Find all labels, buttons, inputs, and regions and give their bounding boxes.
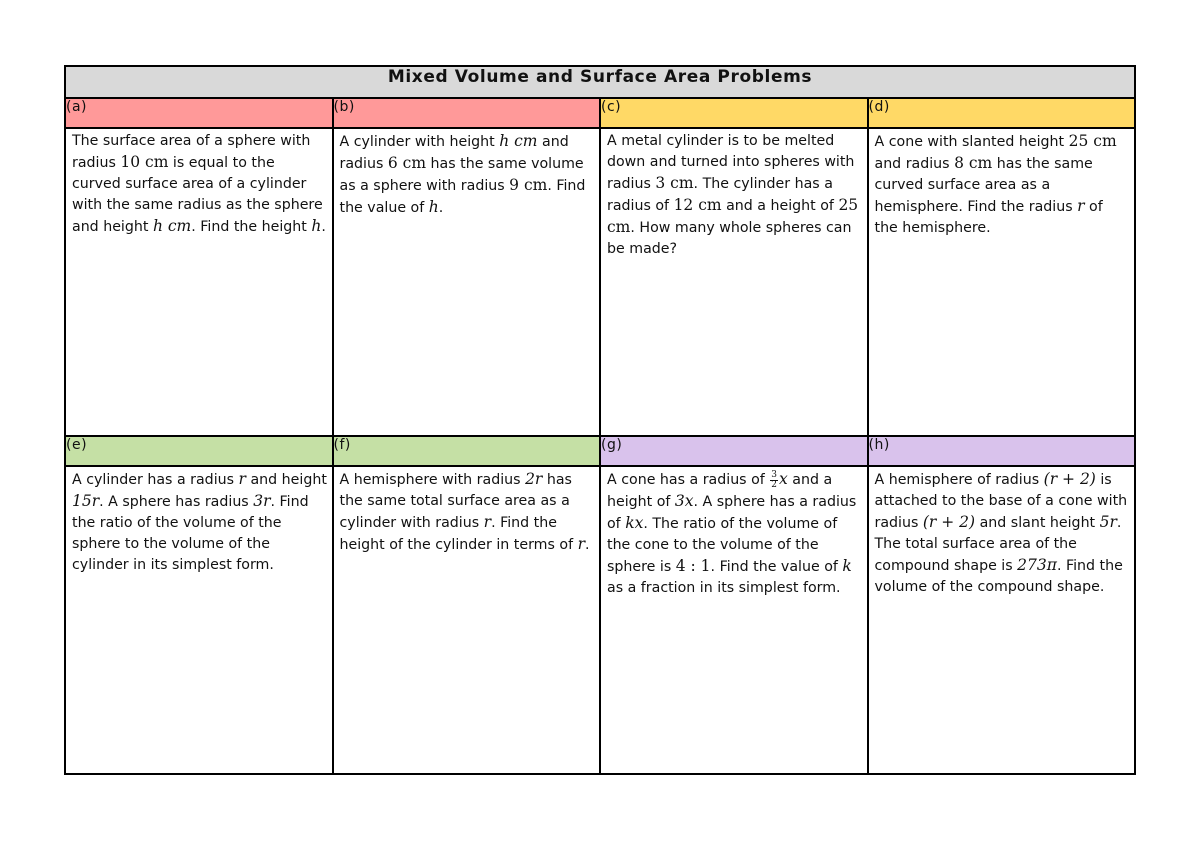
question-c-math-3: 25 cm xyxy=(607,196,859,236)
label-g: (g) xyxy=(600,436,868,466)
label-b: (b) xyxy=(333,98,601,128)
question-h-math-4: 273π xyxy=(1017,556,1057,574)
question-d-text-3: has the same curved surface area as a hemisphere. Find the radius xyxy=(874,156,1093,215)
question-g-math-1: x xyxy=(779,470,788,488)
question-e-text-3: . A sphere has radius xyxy=(99,494,254,510)
question-a-text-2: is equal to the curved surface area of a cylinder with the same radius as the sphere and height xyxy=(72,155,323,235)
question-g-math-2: 3x xyxy=(674,492,694,510)
question-e-math-1: r xyxy=(238,470,246,488)
label-e: (e) xyxy=(65,436,333,466)
label-c: (c) xyxy=(600,98,868,128)
question-a-cell xyxy=(65,128,333,436)
label-d: (d) xyxy=(868,98,1136,128)
question-g-math-5: k xyxy=(842,557,852,575)
question-e xyxy=(66,467,332,576)
question-a-math-2: h cm xyxy=(152,217,192,235)
question-g xyxy=(601,467,867,599)
question-g-text-3: . A sphere has a radius of xyxy=(607,494,857,532)
question-f-text-3: . Find the height of the cylinder in terms of xyxy=(339,515,578,553)
question-g-text-6: as a fraction in its simplest form. xyxy=(607,580,841,596)
question-h-text-5: . Find the volume of the compound shape. xyxy=(874,558,1123,595)
question-f-text-2: has the same total surface area as a cylinder with radius xyxy=(339,472,572,531)
question-g-math-4: 4 : 1 xyxy=(675,557,711,575)
question-f-math-3: r xyxy=(577,535,586,553)
question-c-text-3: and a height of xyxy=(721,198,839,214)
label-a: (a) xyxy=(65,98,333,128)
question-g-math-3: kx xyxy=(625,514,644,532)
question-e-text-2: and height xyxy=(245,472,327,488)
question-c-cell xyxy=(600,128,868,436)
question-b-math-3: 9 cm xyxy=(509,176,548,194)
worksheet-table xyxy=(64,65,1136,775)
question-b-text-4: . Find the value of xyxy=(339,178,586,216)
question-f-cell xyxy=(333,466,601,774)
question-b-text-2: and radius xyxy=(339,134,569,172)
question-c-text-4: . How many whole spheres can be made? xyxy=(607,220,852,257)
question-d-text-4: of the hemisphere. xyxy=(874,199,1103,236)
question-a-math-1: 10 cm xyxy=(120,153,169,171)
question-g-cell xyxy=(600,466,868,774)
fraction-denominator: 2 xyxy=(771,479,778,490)
question-c-math-2: 12 cm xyxy=(673,196,722,214)
question-h-text-3: and slant height xyxy=(975,515,1100,531)
question-b-math-1: h cm xyxy=(499,132,538,150)
question-g-text-1: A cone has a radius of xyxy=(607,472,770,488)
question-f-math-1: 2r xyxy=(525,470,543,488)
question-h-text-1: A hemisphere of radius xyxy=(874,472,1044,488)
question-g-text-4: . The ratio of the volume of the cone to the volume of the sphere is xyxy=(607,516,838,575)
question-b-text-5: . xyxy=(438,200,444,216)
question-g-text-2: and a height of xyxy=(607,472,833,510)
fraction-three-halves xyxy=(770,471,778,490)
question-d-text-1: A cone with slanted height xyxy=(874,134,1069,150)
question-e-math-2: 15r xyxy=(72,492,100,510)
question-b-text-1: A cylinder with height xyxy=(339,134,500,150)
question-h-math-1: (r + 2) xyxy=(1043,470,1096,488)
question-f-text-4: . xyxy=(585,537,590,553)
question-h-math-3: 5r xyxy=(1099,513,1117,531)
fraction-numerator: 3 xyxy=(771,469,778,480)
question-c-math-1: 3 cm xyxy=(655,174,694,192)
question-f-text-1: A hemisphere with radius xyxy=(339,472,526,488)
question-d-cell xyxy=(868,128,1136,436)
question-f xyxy=(334,467,600,556)
question-a-text-3: . Find the height xyxy=(191,219,312,235)
question-b-math-2: 6 cm xyxy=(387,154,427,172)
label-h: (h) xyxy=(868,436,1136,466)
question-e-text-4: . Find the ratio of the volume of the sphere to the volume of the cylinder in its simplest form. xyxy=(72,494,309,573)
question-d-text-2: and radius xyxy=(874,156,955,172)
worksheet-title: Mixed Volume and Surface Area Problems xyxy=(65,66,1135,98)
question-d-math-3: r xyxy=(1077,197,1085,215)
question-h xyxy=(869,467,1135,598)
question-c-text-2: . The cylinder has a radius of xyxy=(607,176,833,214)
question-c-text-1: A metal cylinder is to be melted down and turned into spheres with radius xyxy=(607,133,855,192)
question-a-text-1: The surface area of a sphere with radius xyxy=(72,133,311,171)
question-e-cell xyxy=(65,466,333,774)
question-a-text-4: . xyxy=(321,219,326,235)
question-h-text-4: . The total surface area of the compound shape is xyxy=(874,515,1122,574)
question-a-math-3: h xyxy=(311,217,322,235)
question-c xyxy=(601,129,867,260)
question-f-math-2: r xyxy=(483,513,492,531)
question-h-math-2: (r + 2) xyxy=(922,513,976,531)
question-d-math-2: 8 cm xyxy=(954,154,993,172)
question-h-text-2: is attached to the base of a cone with radius xyxy=(874,472,1128,531)
label-f: (f) xyxy=(333,436,601,466)
question-d xyxy=(869,129,1135,239)
question-g-text-5: . Find the value of xyxy=(710,559,843,575)
question-b xyxy=(334,129,600,219)
question-b-cell xyxy=(333,128,601,436)
question-e-math-3: 3r xyxy=(253,492,271,510)
question-h-cell xyxy=(868,466,1136,774)
question-a xyxy=(66,129,332,238)
question-b-math-4: h xyxy=(428,198,439,216)
question-b-text-3: has the same volume as a sphere with radius xyxy=(339,156,584,194)
question-e-text-1: A cylinder has a radius xyxy=(72,472,239,488)
question-d-math-1: 25 cm xyxy=(1068,132,1117,150)
